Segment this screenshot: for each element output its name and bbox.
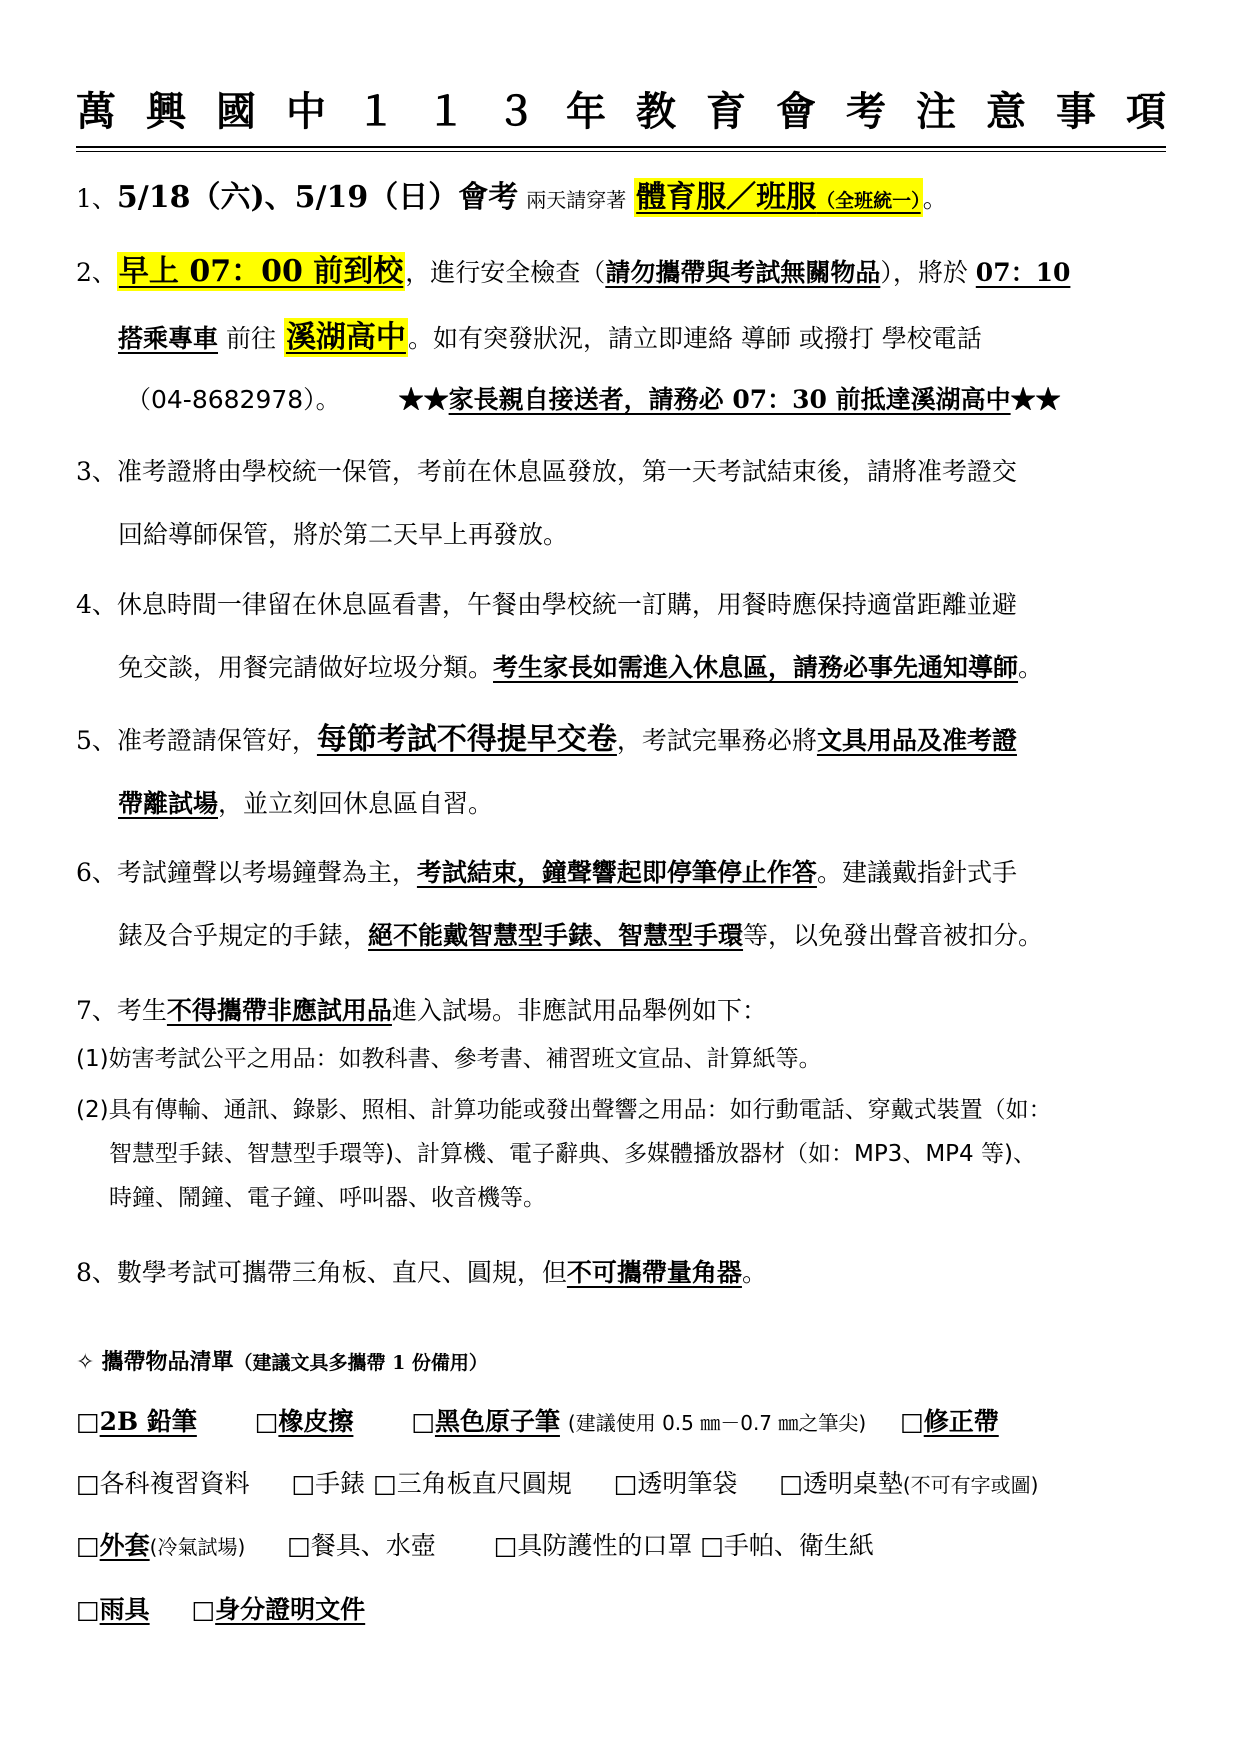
title-rule — [76, 146, 1166, 148]
item-number: 5、 — [76, 726, 117, 755]
item-text: 准考證將由學校統一保管，考前在休息區發放，第一天考試結束後，請將准考證交 — [116, 457, 1017, 486]
item-4-line-2 — [118, 648, 1171, 688]
title-char: １ — [356, 88, 396, 135]
item-text: 前往 — [225, 324, 276, 353]
exam-dates: 5/18（六)、5/19（日）會考 — [116, 180, 519, 215]
school-highlight: 溪湖高中 — [285, 320, 406, 355]
title-rule-thin — [76, 151, 1166, 152]
no-smart-watch: 絕不能戴智慧型手錶、智慧型手環 — [368, 921, 744, 950]
item-ruler-set: 三角板直尺圓規 — [396, 1469, 572, 1498]
bus-time: 07：10 — [975, 258, 1071, 287]
item-end: 。 — [741, 1258, 767, 1287]
checkbox-icon[interactable]: □ — [613, 1469, 638, 1498]
item-text: 准考證請保管好， — [116, 726, 317, 755]
item-text: 免交談，用餐完請做好垃圾分類。 — [118, 653, 494, 682]
item-rain-gear: 雨具 — [99, 1595, 150, 1624]
item-number: 6、 — [76, 858, 117, 887]
item-text: ，考試完畢務必將 — [616, 726, 817, 755]
item-7-sub-1 — [76, 1042, 1171, 1076]
item-text: 考生 — [116, 996, 167, 1025]
checkbox-icon[interactable]: □ — [900, 1407, 924, 1436]
item-number: 2、 — [76, 258, 117, 287]
item-end: 。 — [922, 184, 948, 213]
checkbox-icon[interactable]: □ — [493, 1531, 518, 1560]
stop-on-bell: 考試結束，鐘聲響起即停筆停止作答 — [416, 858, 817, 887]
title-char: 年 — [566, 88, 606, 135]
item-number: 3、 — [76, 457, 117, 486]
leave-room: 帶離試場 — [118, 789, 219, 818]
item-text: 錶及合乎規定的手錶， — [118, 921, 369, 950]
item-4-line-1 — [76, 585, 1171, 625]
title-char: 會 — [776, 88, 816, 135]
item-text: 數學考試可攜帶三角板、直尺、圓規，但 — [116, 1258, 567, 1287]
star-icon: ★★ — [1010, 385, 1061, 414]
no-early-submit: 每節考試不得提早交卷 — [316, 722, 617, 757]
no-non-exam-items: 不得攜帶非應試用品 — [166, 996, 392, 1025]
checkbox-icon[interactable]: □ — [700, 1531, 724, 1560]
checkbox-icon[interactable]: □ — [779, 1469, 803, 1498]
item-2-line-2 — [118, 318, 1171, 359]
desk-mat-note: (不可有字或圖) — [902, 1473, 1039, 1497]
checklist-row-2 — [76, 1464, 1171, 1505]
item-text: 進入試場。非應試用品舉例如下： — [391, 996, 767, 1025]
checklist-row-3 — [76, 1526, 1171, 1567]
item-1 — [76, 178, 1171, 221]
title-char: 意 — [986, 88, 1026, 135]
item-number: 4、 — [76, 590, 117, 619]
page-title — [76, 84, 1166, 140]
checkbox-icon[interactable]: □ — [411, 1407, 435, 1436]
checkbox-icon[interactable]: □ — [76, 1469, 100, 1498]
jacket-note: (冷氣試場) — [149, 1535, 246, 1559]
item-5-line-1 — [76, 720, 1171, 761]
school-phone: （04-8682978）。 — [126, 385, 341, 414]
take-items: 文具用品及准考證 — [816, 726, 1017, 755]
item-text: 考試鐘聲以考場鐘聲為主， — [116, 858, 417, 887]
item-3-line-2 — [118, 515, 1171, 555]
item-number: 1、 — [76, 184, 117, 213]
item-2b-pencil: 2B 鉛筆 — [99, 1407, 197, 1436]
item-text: 。如有突發狀況，請立即連絡 導師 或撥打 學校電話 — [407, 324, 982, 353]
checkbox-icon[interactable]: □ — [76, 1407, 100, 1436]
parent-rest-area-notice: 考生家長如需進入休息區，請務必事先通知導師 — [493, 653, 1019, 682]
item-text: 休息時間一律留在休息區看書，午餐由學校統一訂購，用餐時應保持適當距離並避 — [116, 590, 1017, 619]
item-clear-desk-mat: 透明桌墊 — [802, 1469, 903, 1498]
checkbox-icon[interactable]: □ — [76, 1595, 100, 1624]
item-text: (2)具有傳輸、通訊、錄影、照相、計算功能或發出聲響之用品：如行動電話、穿戴式裝置（如： — [76, 1097, 1052, 1123]
title-char: １ — [426, 88, 466, 135]
title-char: ３ — [496, 88, 536, 135]
item-6-line-2 — [118, 916, 1171, 956]
item-text: ），將於 — [880, 258, 968, 287]
item-text: 等，以免發出聲音被扣分。 — [743, 921, 1044, 950]
item-7-line-1 — [76, 991, 1171, 1031]
item-number: 7、 — [76, 996, 117, 1025]
item-end: 。 — [1018, 653, 1044, 682]
title-char: 項 — [1126, 88, 1166, 135]
item-5-line-2 — [118, 784, 1171, 824]
item-tissues: 手帕、衛生紙 — [723, 1531, 874, 1560]
item-review-materials: 各科複習資料 — [99, 1469, 250, 1498]
item-7-sub-2c — [109, 1181, 1204, 1215]
no-unrelated-items: 請勿攜帶與考試無關物品 — [605, 258, 881, 287]
arrival-time-highlight: 早上 07：00 前到校 — [118, 254, 404, 289]
diamond-icon: ✧ — [76, 1350, 95, 1375]
item-3-line-1 — [76, 452, 1171, 492]
star-icon: ★★ — [398, 385, 449, 414]
checklist-heading — [76, 1342, 1171, 1383]
item-2-line-1 — [76, 252, 1171, 293]
checkbox-icon[interactable]: □ — [291, 1469, 316, 1498]
item-utensils: 餐具、水壺 — [310, 1531, 436, 1560]
item-text: 智慧型手錶、智慧型手環等)、計算機、電子辭典、多媒體播放器材（如：MP3、MP4 等)、 — [109, 1141, 1036, 1167]
uniform-note: （全班統一） — [816, 190, 921, 212]
item-black-pen: 黑色原子筆 — [434, 1407, 560, 1436]
item-text: 回給導師保管，將於第二天早上再發放。 — [118, 520, 569, 549]
item-6-line-1 — [76, 853, 1171, 893]
item-jacket: 外套 — [99, 1531, 150, 1560]
checklist-title: 攜帶物品清單 — [101, 1349, 234, 1375]
checklist-row-1 — [76, 1402, 1171, 1443]
checkbox-icon[interactable]: □ — [254, 1407, 279, 1436]
item-correction-tape: 修正帶 — [923, 1407, 999, 1436]
title-block — [76, 84, 1166, 152]
title-char: 考 — [846, 88, 886, 135]
checkbox-icon[interactable]: □ — [76, 1531, 100, 1560]
title-char: 中 — [286, 88, 326, 135]
item-text: ，並立刻回休息區自習。 — [218, 789, 494, 818]
title-char: 注 — [916, 88, 956, 135]
item-text: 兩天請穿著 — [526, 188, 627, 212]
item-mask: 具防護性的口罩 — [517, 1531, 693, 1560]
item-7-sub-2b — [109, 1137, 1204, 1171]
checkbox-icon[interactable]: □ — [191, 1595, 216, 1624]
uniform-highlight — [634, 178, 923, 217]
checkbox-icon[interactable]: □ — [287, 1531, 311, 1560]
uniform-text: 體育服／班服 — [636, 180, 817, 215]
item-2-line-3 — [126, 380, 1179, 420]
item-eraser: 橡皮擦 — [278, 1407, 354, 1436]
title-char: 國 — [216, 88, 256, 135]
item-number: 8、 — [76, 1258, 117, 1287]
item-text: ，進行安全檢查（ — [405, 258, 606, 287]
title-char: 育 — [706, 88, 746, 135]
checkbox-icon[interactable]: □ — [373, 1469, 397, 1498]
pen-note: (建議使用 0.5 ㎜－0.7 ㎜之筆尖) — [567, 1411, 867, 1435]
item-text: 。建議戴指針式手 — [816, 858, 1017, 887]
item-text: 時鐘、鬧鐘、電子鐘、呼叫器、收音機等。 — [109, 1185, 546, 1211]
shuttle-bus: 搭乘專車 — [118, 324, 219, 353]
no-protractor: 不可攜帶量角器 — [566, 1258, 742, 1287]
title-char: 興 — [146, 88, 186, 135]
item-clear-pouch: 透明筆袋 — [637, 1469, 738, 1498]
item-id-document: 身分證明文件 — [215, 1595, 366, 1624]
parent-dropoff-notice: 家長親自接送者，請務必 07：30 前抵達溪湖高中 — [448, 385, 1011, 414]
item-watch: 手錶 — [315, 1469, 366, 1498]
checklist-row-4 — [76, 1590, 1171, 1630]
item-8 — [76, 1253, 1171, 1293]
checklist-note: （建議文具多攜帶 1 份備用） — [233, 1352, 488, 1374]
item-text: (1)妨害考試公平之用品：如教科書、參考書、補習班文宣品、計算紙等。 — [76, 1046, 822, 1072]
title-char: 事 — [1056, 88, 1096, 135]
item-7-sub-2a — [76, 1093, 1171, 1127]
title-char: 萬 — [76, 88, 116, 135]
title-char: 教 — [636, 88, 676, 135]
